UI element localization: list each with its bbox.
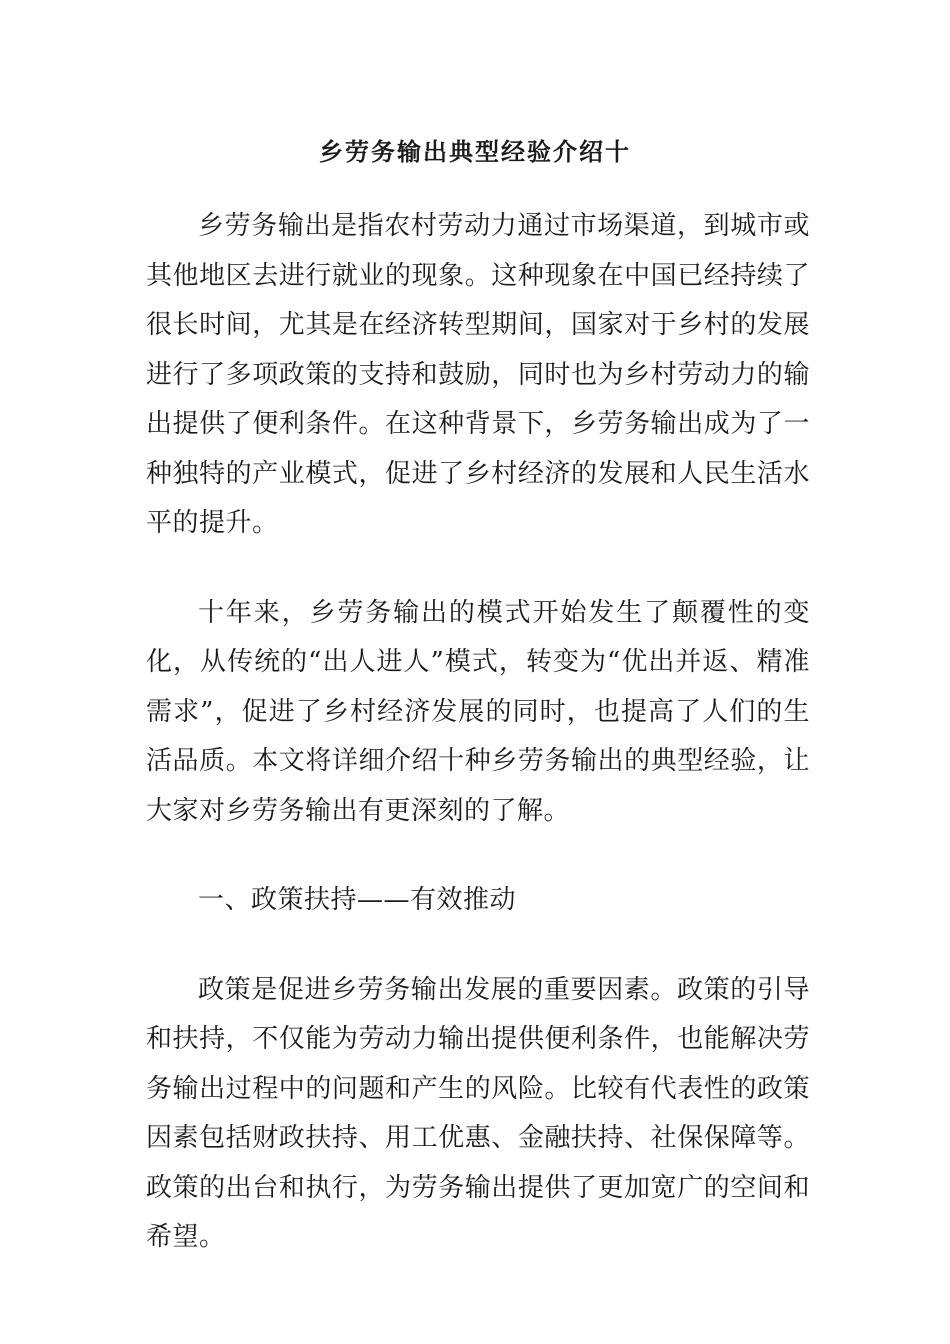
section-paragraph: 政策是促进乡劳务输出发展的重要因素。政策的引导和扶持，不仅能为劳动力输出提供便利条件，也能解决劳务输出过程中的问题和产生的风险。比较有代表性的政策因素包括财政扶持、用工优惠、金融扶持、社保保障等。政策的出台和执行，为劳务输出提供了更加宽广的空间和希望。 bbox=[146, 974, 810, 1252]
overview-paragraph: 十年来，乡劳务输出的模式开始发生了颠覆性的变化，从传统的“出人进人”模式，转变为“优出并返、精准需求”，促进了乡村经济发展的同时，也提高了人们的生活品质。本文将详细介绍十种乡劳务输出的典型经验，让大家对乡劳务输出有更深刻的了解。 bbox=[146, 597, 810, 826]
document-title: 乡劳务输出典型经验介绍十 bbox=[319, 138, 631, 166]
section-heading: 一、政策扶持——有效推动 bbox=[198, 885, 517, 915]
document-body bbox=[146, 202, 810, 1263]
intro-paragraph: 乡劳务输出是指农村劳动力通过市场渠道，到城市或其他地区去进行就业的现象。这种现象在中国已经持续了很长时间，尤其是在经济转型期间，国家对于乡村的发展进行了多项政策的支持和鼓励，同时也为乡村劳动力的输出提供了便利条件。在这种背景下，乡劳务输出成为了一种独特的产业模式，促进了乡村经济的发展和人民生活水平的提升。 bbox=[146, 211, 810, 538]
